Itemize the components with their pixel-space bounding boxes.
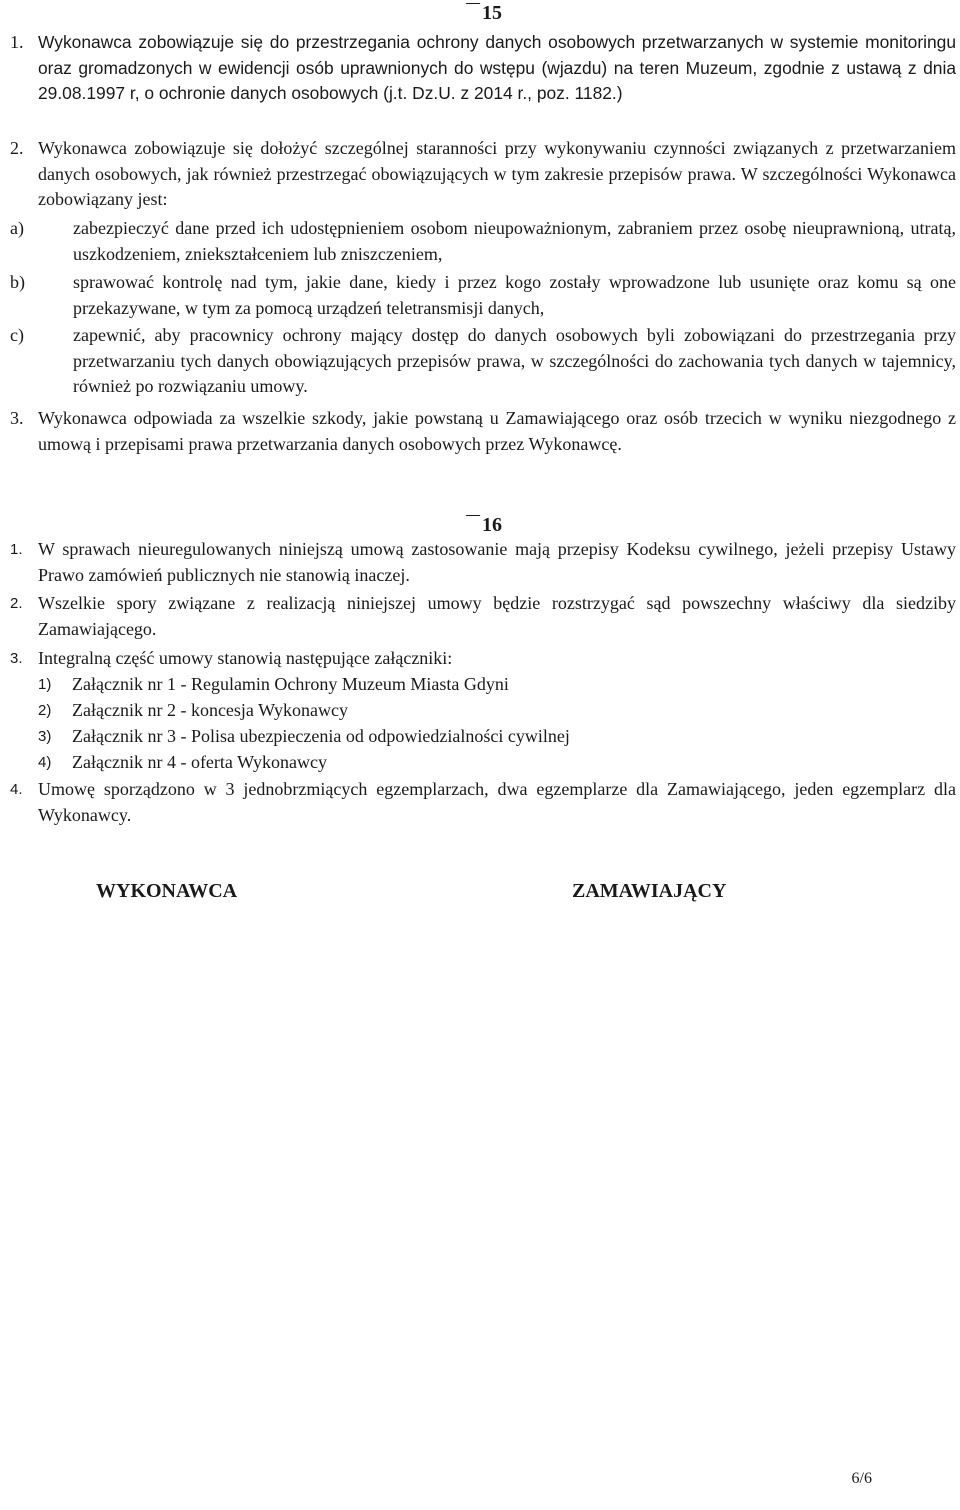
page-number: 6/6 [851,1470,872,1487]
s16-item-3-number: 3. [10,650,23,667]
s16-attachment-1-text: Załącznik nr 1 - Regulamin Ochrony Muzeum Miasta Gdyni [72,674,509,694]
s15-subitem-a-label: a) [10,218,24,238]
s15-subitem-a [10,216,956,267]
s15-subitem-c-label: c) [10,325,24,345]
s15-subitem-a-text: zabezpieczyć dane przed ich udostępnieniem osobom nieupoważnionym, zabraniem przez osobę nieuprawnioną, utratą, uszkodzeniem, zniekształceniem lub zniszczeniem, [73,218,956,264]
s16-attachment-2 [38,698,956,724]
s15-subitem-b [10,270,956,321]
s15-subitem-c-text: zapewnić, aby pracownicy ochrony mający dostęp do danych osobowych byli zobowiązani do przestrzegania przy przetwarzaniu tych danych obowiązujących przepisów prawa, w szczególności do zachowania tych danych w tajemnicy, również po rozwiązaniu umowy. [73,325,956,397]
s16-item-3 [10,646,956,672]
s15-item-2-text: Wykonawca zobowiązuje się dołożyć szczególnej staranności przy wykonywaniu czynności związanych z przetwarzaniem danych osobowych, jak również przestrzegać obowiązujących w tym zakresie przepisów prawa. W szczególności Wykonawca zobowiązany jest: [38,138,956,210]
s16-attachment-2-label: 2) [38,702,52,719]
s16-attachment-1 [38,672,956,698]
s16-item-2-text: Wszelkie spory związane z realizacją niniejszej umowy będzie rozstrzygać sąd powszechny właściwy dla siedziby Zamawiającego. [38,593,956,639]
section-15-number: 15 [482,2,502,24]
s15-item-3 [10,406,956,457]
s16-item-4 [10,777,956,828]
signature-client: ZAMAWIAJĄCY [572,880,727,902]
s16-attachment-3 [38,724,956,750]
signature-contractor: WYKONAWCA [96,880,238,902]
s15-item-2-number: 2. [10,138,24,158]
s15-item-1-number: 1. [10,32,24,52]
s16-item-4-text: Umowę sporządzono w 3 jednobrzmiących egzemplarzach, dwa egzemplarze dla Zamawiającego, jeden egzemplarz dla Wykonawcy. [38,779,956,825]
s15-item-1 [10,30,956,107]
s16-attachment-4-label: 4) [38,754,52,771]
s16-attachment-4-text: Załącznik nr 4 - oferta Wykonawcy [72,752,327,772]
s16-item-1-number: 1. [10,541,23,558]
s16-attachment-4 [38,750,956,776]
s16-item-3-text: Integralną część umowy stanowią następujące załączniki: [38,648,453,668]
s16-item-1-text: W sprawach nieuregulowanych niniejszą umową zastosowanie mają przepisy Kodeksu cywilnego, jeżeli przepisy Ustawy Prawo zamówień publicznych nie stanowią inaczej. [38,539,956,585]
s16-item-2 [10,591,956,642]
s15-item-1-text: Wykonawca zobowiązuje się do przestrzegania ochrony danych osobowych przetwarzanych w systemie monitoringu oraz gromadzonych w ewidencji osób uprawnionych do wstępu (wjazdu) na teren Muzeum, zgodnie z ustawą z dnia 29.08.1997 r, o ochronie danych osobowych (j.t. Dz.U. z 2014 r., poz. 1182.) [38,32,956,104]
s16-attachment-3-label: 3) [38,728,52,745]
section-sign-icon [458,515,481,530]
s16-attachment-3-text: Załącznik nr 3 - Polisa ubezpieczenia od odpowiedzialności cywilnej [72,726,570,746]
s15-item-3-number: 3. [10,408,24,428]
section-16-number: 16 [482,514,502,536]
section-16-heading [462,514,502,536]
section-15-heading [462,2,502,24]
s15-subitem-b-label: b) [10,272,25,292]
s16-attachment-2-text: Załącznik nr 2 - koncesja Wykonawcy [72,700,348,720]
s15-item-3-text: Wykonawca odpowiada za wszelkie szkody, jakie powstaną u Zamawiającego oraz osób trzecich w wyniku niezgodnego z umową i przepisami prawa przetwarzania danych osobowych przez Wykonawcę. [38,408,956,454]
s15-subitem-b-text: sprawować kontrolę nad tym, jakie dane, kiedy i przez kogo zostały wprowadzone lub usunięte oraz komu są one przekazywane, w tym za pomocą urządzeń teletransmisji danych, [73,272,956,318]
s16-item-4-number: 4. [10,781,23,798]
s16-attachment-1-label: 1) [38,676,52,693]
s16-item-1 [10,537,956,588]
s15-item-2 [10,136,956,213]
section-sign-icon [458,3,481,18]
s16-item-2-number: 2. [10,595,23,612]
s15-subitem-c [10,323,956,400]
